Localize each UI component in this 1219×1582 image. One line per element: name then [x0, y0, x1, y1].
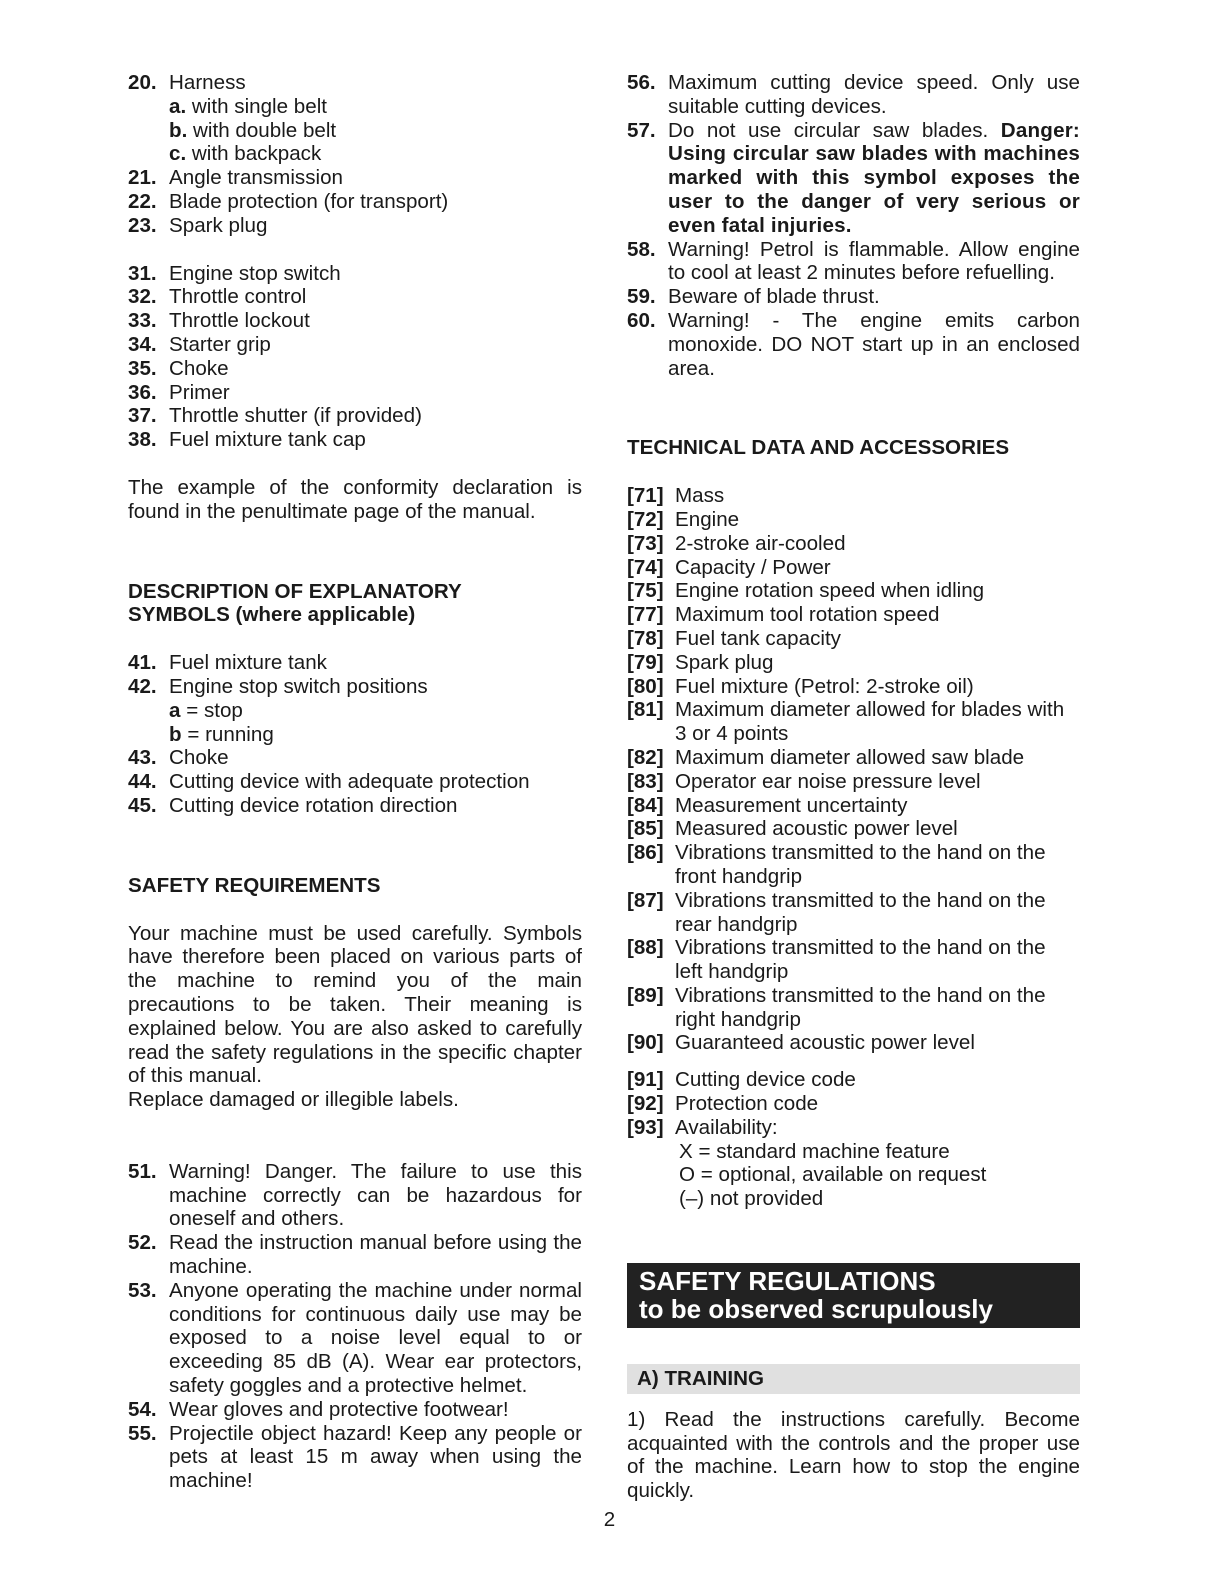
danger-warning: Danger: Using circular saw blades with machines marked with this symbol exposes the user to the danger of very serious or even fatal injuries.: [668, 118, 1080, 237]
list-item: [78] Fuel tank capacity: [627, 626, 841, 650]
availability-item: O = optional, available on request: [679, 1163, 987, 1187]
list-item: 37. Throttle shutter (if provided): [128, 404, 422, 428]
list-item: 54. Wear gloves and protective footwear!: [128, 1397, 509, 1421]
list-item: 42. Engine stop switch positions: [128, 674, 428, 698]
list-item: 32. Throttle control: [128, 285, 307, 309]
list-item: [81] Maximum diameter allowed for blades with 3 or 4 points: [627, 698, 1065, 746]
list-sub-item: c. with backpack: [169, 142, 322, 166]
list-item: [79] Spark plug: [627, 650, 774, 674]
list-item: 34. Starter grip: [128, 332, 271, 356]
left-column: [128, 71, 582, 1493]
training-paragraph: 1) Read the instructions carefully. Become acquainted with the controls and the proper use of the machine. Learn how to stop the engine quickly.: [627, 1407, 1080, 1503]
symbols-heading: DESCRIPTION OF EXPLANATORY SYMBOLS (where applicable): [128, 579, 462, 627]
list-item: 22. Blade protection (for transport): [128, 189, 449, 213]
list-item: 57. Do not use circular saw blades. Danger: Using circular saw blades with machines marked with this symbol exposes the user to the danger of very serious or even fatal injuries.: [627, 118, 1080, 237]
list-sub-item: a. with single belt: [169, 94, 327, 118]
list-item: 59. Beware of blade thrust.: [627, 285, 880, 309]
list-item: [91] Cutting device code: [627, 1068, 856, 1092]
list-item: [88] Vibrations transmitted to the hand on the left handgrip: [627, 936, 1046, 984]
page-number: 2: [603, 1508, 616, 1531]
right-column: [627, 71, 1080, 1503]
list-sub-item: b = running: [169, 722, 274, 746]
list-item: [72] Engine: [627, 507, 740, 531]
list-item: [90] Guaranteed acoustic power level: [627, 1031, 975, 1055]
list-item: 35. Choke: [128, 356, 229, 380]
list-item: [71] Mass: [627, 484, 725, 508]
list-item: [92] Protection code: [627, 1092, 819, 1116]
list-item: [83] Operator ear noise pressure level: [627, 769, 981, 793]
list-item: 51. Warning! Danger. The failure to use this machine correctly can be hazardous for oneself and others.: [128, 1159, 582, 1231]
safety-regulations-banner: SAFETY REGULATIONS to be observed scrupulously: [627, 1263, 1080, 1328]
list-item: 33. Throttle lockout: [128, 309, 310, 333]
list-item: 21. Angle transmission: [128, 166, 343, 190]
list-item: [82] Maximum diameter allowed saw blade: [627, 745, 1025, 769]
list-item: 60. Warning! - The engine emits carbon monoxide. DO NOT start up in an enclosed area.: [627, 308, 1080, 380]
list-item: [75] Engine rotation speed when idling: [627, 579, 985, 603]
replace-labels-text: Replace damaged or illegible labels.: [128, 1088, 459, 1112]
list-item: [85] Measured acoustic power level: [627, 817, 958, 841]
list-sub-item: a = stop: [169, 698, 243, 722]
list-item: [86] Vibrations transmitted to the hand on the front handgrip: [627, 841, 1046, 888]
list-item: 45. Cutting device rotation direction: [128, 793, 458, 817]
technical-data-heading: TECHNICAL DATA AND ACCESSORIES: [627, 436, 1010, 460]
list-item: 43. Choke: [128, 746, 229, 770]
availability-item: (–) not provided: [679, 1187, 824, 1211]
list-item: [73] 2-stroke air-cooled: [627, 531, 846, 555]
list-item: [89] Vibrations transmitted to the hand on the right handgrip: [627, 983, 1046, 1031]
list-item: [80] Fuel mixture (Petrol: 2-stroke oil): [627, 674, 974, 698]
list-item: [77] Maximum tool rotation speed: [627, 603, 940, 627]
training-heading: A) TRAINING: [627, 1364, 1080, 1394]
conformity-paragraph: The example of the conformity declaration is found in the penultimate page of the manual.: [128, 475, 582, 523]
list-item: 20. Harness: [128, 71, 246, 94]
list-item: 53. Anyone operating the machine under normal conditions for continuous daily use may be exposed to a noise level equal to or exceeding 85 dB (A). Wear ear protectors, safety goggles and a protective helmet.: [128, 1278, 582, 1398]
availability-item: X = standard machine feature: [679, 1139, 950, 1163]
list-item: 23. Spark plug: [128, 213, 268, 237]
list-item: 31. Engine stop switch: [128, 261, 341, 285]
list-item: [74] Capacity / Power: [627, 555, 831, 579]
list-item: 36. Primer: [128, 380, 230, 404]
list-item: [93] Availability:: [627, 1115, 778, 1139]
list-item: [84] Measurement uncertainty: [627, 793, 908, 817]
list-item: 41. Fuel mixture tank: [128, 651, 327, 675]
safety-requirements-heading: SAFETY REQUIREMENTS: [128, 873, 381, 897]
list-item: 44. Cutting device with adequate protection: [128, 770, 530, 794]
list-item: 58. Warning! Petrol is flammable. Allow engine to cool at least 2 minutes before refuelling.: [627, 237, 1080, 285]
list-item: 56. Maximum cutting device speed. Only use suitable cutting devices.: [627, 71, 1080, 118]
list-item: 52. Read the instruction manual before using the machine.: [128, 1231, 582, 1279]
list-sub-item: b. with double belt: [169, 118, 337, 142]
list-item: 55. Projectile object hazard! Keep any people or pets at least 15 m away when using the machine!: [128, 1421, 582, 1493]
list-item: 38. Fuel mixture tank cap: [128, 428, 366, 452]
list-item: [87] Vibrations transmitted to the hand on the rear handgrip: [627, 888, 1046, 936]
technical-data-list: [627, 484, 1080, 1211]
safety-paragraph: Your machine must be used carefully. Symbols have therefore been placed on various parts of the machine to remind you of the main precautions to be taken. Their meaning is explained below. You are also asked to carefully read the safety regulations in the specific chapter of this manual.: [128, 921, 582, 1088]
